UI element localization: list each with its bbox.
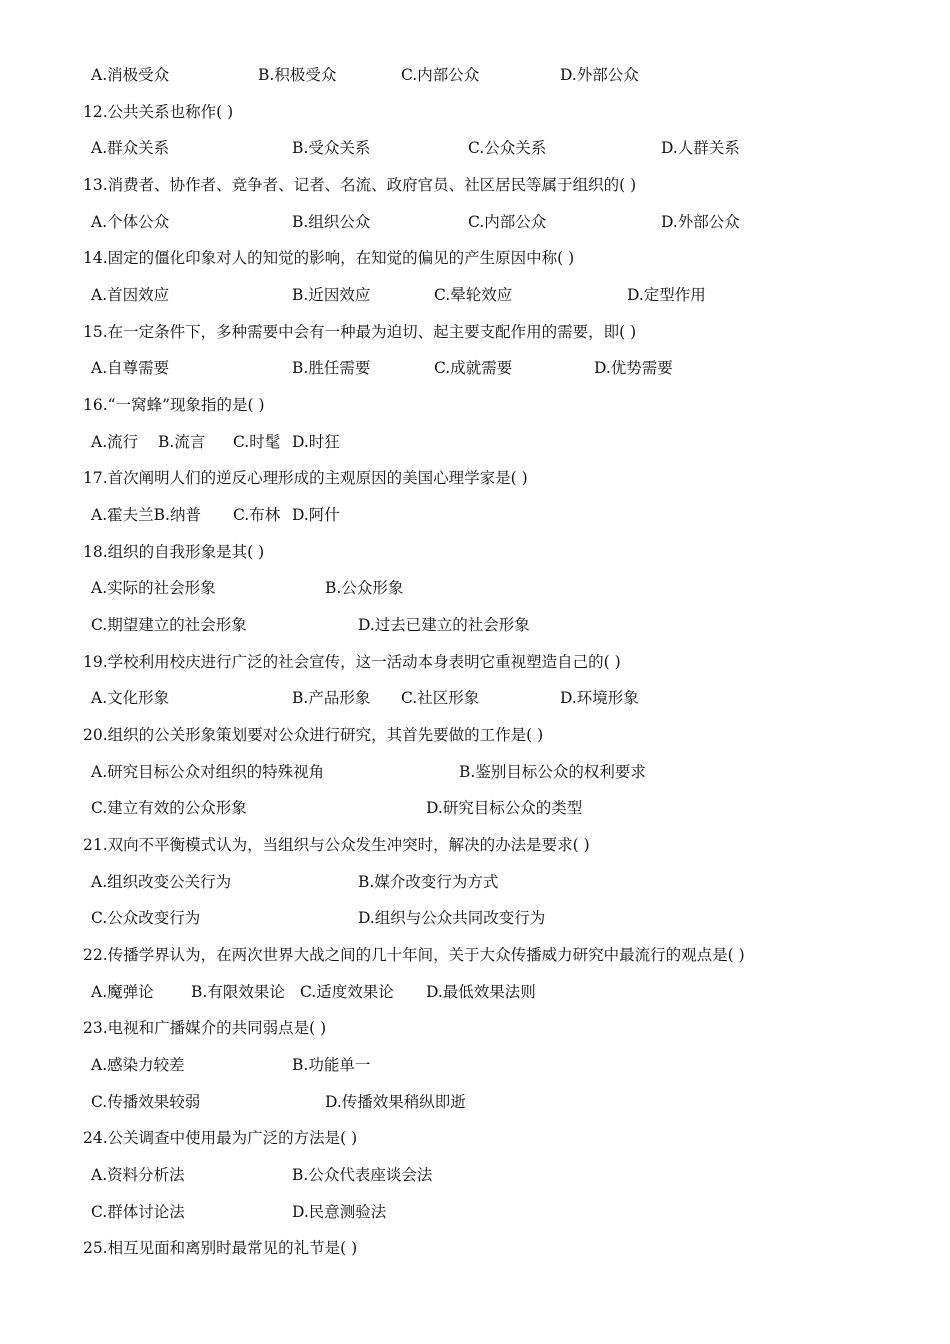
answer-option: D.阿什 [292,506,340,524]
answer-option: A.群众关系 [91,139,170,157]
answer-option: D.最低效果法则 [426,983,536,1001]
answer-option: A.个体公众 [91,213,170,231]
question-stem: 12.公共关系也称作( ) [83,103,234,121]
answer-option: C.内部公众 [401,66,480,84]
question-stem: 23.电视和广播媒介的共同弱点是( ) [83,1019,327,1037]
answer-option: D.环境形象 [560,689,639,707]
question-stem: 14.固定的僵化印象对人的知觉的影响，在知觉的偏见的产生原因中称( ) [83,249,575,267]
answer-option: B.近因效应 [292,286,371,304]
answer-option: D.定型作用 [627,286,706,304]
answer-option: A.首因效应 [91,286,170,304]
answer-option: B.产品形象 [292,689,371,707]
answer-option: C.公众改变行为 [91,909,201,927]
answer-option: A.霍夫兰B.纳普 [91,506,201,524]
answer-option: B.组织公众 [292,213,371,231]
answer-option: B.公众形象 [325,579,404,597]
answer-option: D.民意测验法 [292,1203,387,1221]
answer-option: A.文化形象 [91,689,170,707]
answer-option: A.感染力较差 [91,1056,185,1074]
answer-option: A.资料分析法 [91,1166,185,1184]
answer-option: B.鉴别目标公众的权利要求 [459,763,646,781]
answer-option: D.研究目标公众的类型 [426,799,583,817]
answer-option: A.组织改变公关行为 [91,873,232,891]
answer-option: B.流言 [158,433,206,451]
question-stem: 19.学校利用校庆进行广泛的社会宣传，这一活动本身表明它重视塑造自己的( ) [83,653,621,671]
answer-option: D.时狂 [292,433,340,451]
question-stem: 15.在一定条件下，多种需要中会有一种最为迫切、起主要支配作用的需要，即( ) [83,323,637,341]
question-stem: 24.公关调查中使用最为广泛的方法是( ) [83,1129,358,1147]
answer-option: D.优势需要 [594,359,673,377]
answer-option: C.适度效果论 [300,983,394,1001]
answer-option: D.外部公众 [560,66,639,84]
question-stem: 16.“一窝蜂”现象指的是( ) [83,396,265,414]
question-stem: 17.首次阐明人们的逆反心理形成的主观原因的美国心理学家是( ) [83,469,528,487]
question-stem: 21.双向不平衡模式认为，当组织与公众发生冲突时，解决的办法是要求( ) [83,836,590,854]
answer-option: B.媒介改变行为方式 [358,873,499,891]
answer-option: A.流行 [91,433,139,451]
answer-option: D.组织与公众共同改变行为 [358,909,546,927]
question-stem: 13.消费者、协作者、竞争者、记者、名流、政府官员、社区居民等属于组织的( ) [83,176,637,194]
answer-option: C.成就需要 [434,359,513,377]
answer-option: B.胜任需要 [292,359,371,377]
answer-option: B.有限效果论 [191,983,285,1001]
answer-option: A.实际的社会形象 [91,579,216,597]
answer-option: A.研究目标公众对组织的特殊视角 [91,763,325,781]
answer-option: C.布林 [233,506,281,524]
answer-option: C.期望建立的社会形象 [91,616,247,634]
question-stem: 20.组织的公关形象策划要对公众进行研究，其首先要做的工作是( ) [83,726,544,744]
answer-option: C.公众关系 [468,139,547,157]
answer-option: C.传播效果较弱 [91,1093,201,1111]
answer-option: B.积极受众 [258,66,337,84]
answer-option: B.公众代表座谈会法 [292,1166,433,1184]
answer-option: C.时髦 [233,433,281,451]
answer-option: D.过去已建立的社会形象 [358,616,530,634]
answer-option: D.外部公众 [661,213,740,231]
answer-option: A.消极受众 [91,66,170,84]
answer-option: C.建立有效的公众形象 [91,799,247,817]
question-stem: 18.组织的自我形象是其( ) [83,543,265,561]
answer-option: C.社区形象 [401,689,480,707]
answer-option: D.人群关系 [661,139,740,157]
question-stem: 22.传播学界认为，在两次世界大战之间的几十年间，关于大众传播威力研究中最流行的观点是( ) [83,946,745,964]
answer-option: A.魔弹论 [91,983,154,1001]
answer-option: D.传播效果稍纵即逝 [325,1093,466,1111]
answer-option: C.内部公众 [468,213,547,231]
answer-option: B.功能单一 [292,1056,371,1074]
answer-option: A.自尊需要 [91,359,170,377]
answer-option: B.受众关系 [292,139,371,157]
question-stem: 25.相互见面和离别时最常见的礼节是( ) [83,1239,358,1257]
answer-option: C.群体讨论法 [91,1203,185,1221]
answer-option: C.晕轮效应 [434,286,513,304]
